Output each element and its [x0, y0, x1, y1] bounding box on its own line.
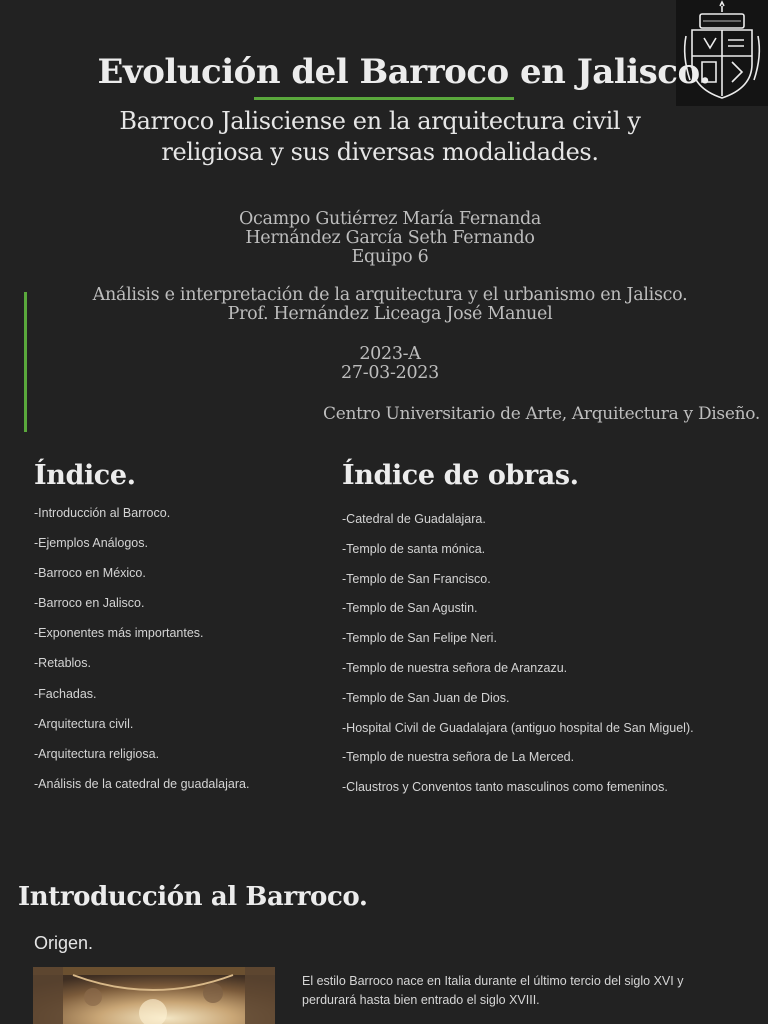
list-item: -Barroco en Jalisco. [34, 596, 145, 611]
institution-name: Centro Universitario de Arte, Arquitectura y Diseño. [323, 404, 760, 424]
page-subtitle [40, 106, 720, 168]
date-label: 27-03-2023 [341, 363, 439, 383]
subtitle-line: Barroco Jalisciense en la arquitectura civil y [119, 107, 641, 135]
list-item: -Hospital Civil de Guadalajara (antiguo hospital de San Miguel). [342, 720, 694, 735]
list-item: -Catedral de Guadalajara. [342, 512, 486, 526]
course-block [0, 286, 768, 324]
works-index-heading: Índice de obras. [342, 460, 579, 491]
list-item: -Análisis de la catedral de guadalajara. [34, 776, 250, 791]
list-item: -Fachadas. [34, 686, 97, 701]
paragraph-line: perdurará hasta bien entrado el siglo XVIII. [302, 993, 540, 1007]
author-name: Ocampo Gutiérrez María Fernanda [238, 209, 542, 229]
works-index-list [342, 512, 694, 810]
baroque-fresco-image [33, 967, 275, 1024]
list-item: -Templo de nuestra señora de La Merced. [342, 750, 575, 765]
list-item: -Templo de santa mónica. [342, 541, 486, 556]
origin-label: Origen. [34, 933, 94, 953]
paragraph-line: El estilo Barroco nace en Italia durante el último tercio del siglo XVI y [302, 974, 684, 988]
list-item: -Retablos. [34, 656, 91, 671]
author-name: Hernández García Seth Fernando [245, 228, 535, 248]
authors-block [0, 210, 768, 267]
list-item: -Arquitectura civil. [34, 716, 134, 731]
course-name: Análisis e interpretación de la arquitectura y el urbanismo en Jalisco. [92, 285, 688, 305]
list-item: -Templo de San Felipe Neri. [342, 631, 497, 646]
list-item: -Ejemplos Análogos. [34, 536, 148, 551]
list-item: -Templo de San Agustin. [342, 601, 478, 616]
team-label: Equipo 6 [351, 247, 429, 267]
intro-heading: Introducción al Barroco. [18, 882, 368, 912]
list-item: -Templo de nuestra señora de Aranzazu. [342, 660, 568, 675]
list-item: -Claustros y Conventos tanto masculinos como femeninos. [342, 780, 668, 795]
index-list [34, 506, 249, 807]
subtitle-line: religiosa y sus diversas modalidades. [161, 138, 599, 166]
list-item: -Barroco en México. [34, 566, 146, 581]
page-title: Evolución del Barroco en Jalisco. [97, 52, 711, 92]
term-label: 2023-A [359, 344, 421, 364]
list-item: -Templo de San Juan de Dios. [342, 690, 510, 705]
intro-paragraph [302, 972, 742, 1010]
list-item: -Arquitectura religiosa. [34, 746, 160, 761]
title-underline [254, 97, 514, 100]
dates-block [0, 345, 768, 383]
list-item: -Templo de San Francisco. [342, 571, 491, 586]
professor-name: Prof. Hernández Liceaga José Manuel [227, 304, 553, 324]
list-item: -Exponentes más importantes. [34, 626, 204, 641]
list-item: -Introducción al Barroco. [34, 506, 171, 520]
index-heading: Índice. [34, 460, 136, 491]
